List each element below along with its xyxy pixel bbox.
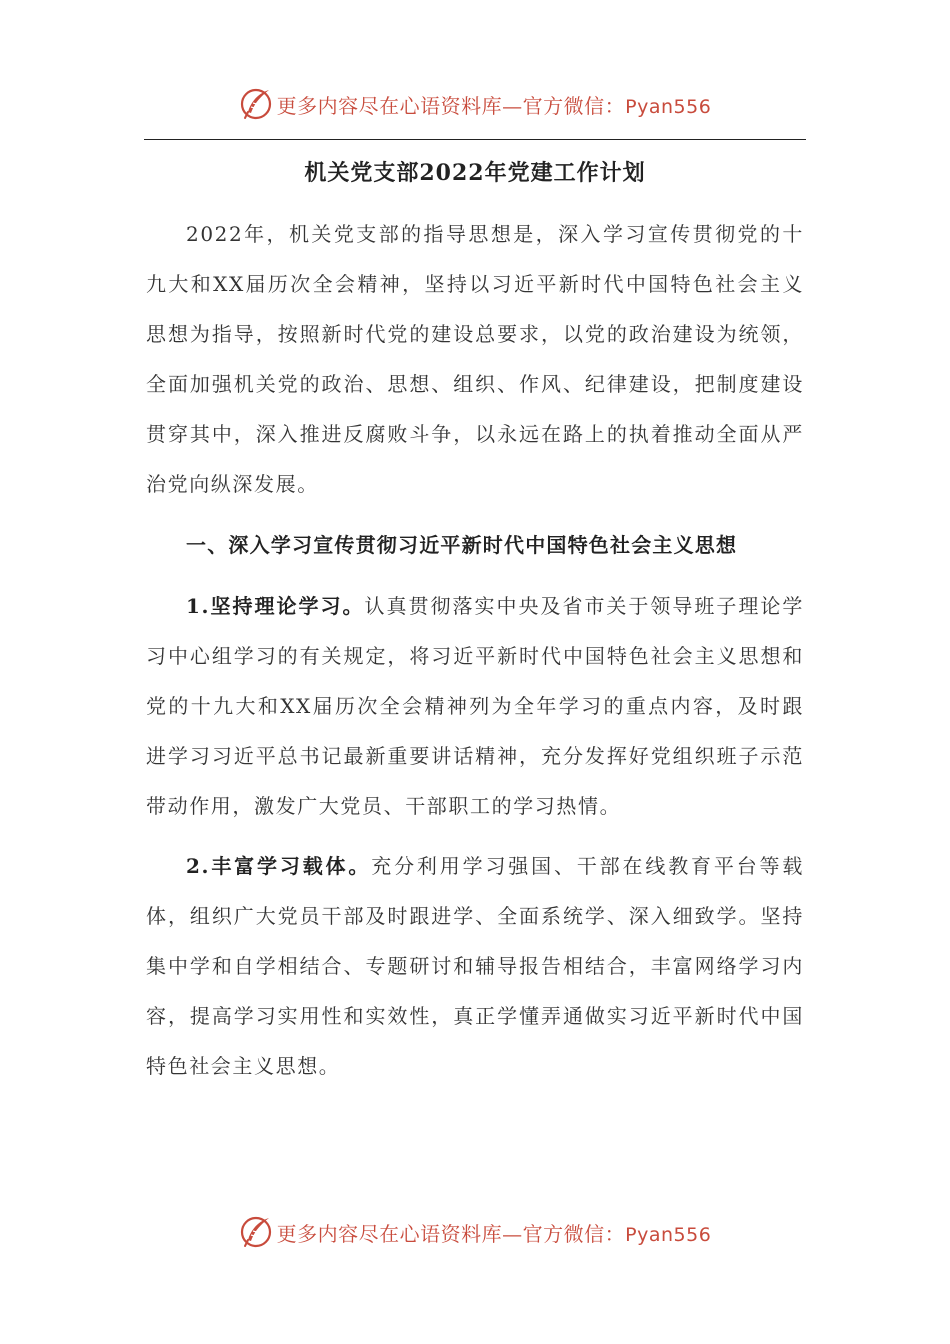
item-paragraph-2: [146, 841, 804, 1091]
header-rule: [144, 139, 806, 140]
document-title: 机关党支部2022年党建工作计划: [304, 160, 646, 186]
quill-logo-icon: [239, 87, 273, 121]
footer-banner: [0, 1212, 950, 1252]
section-heading: 一、深入学习宣传贯彻习近平新时代中国特色社会主义思想: [186, 533, 738, 557]
intro-paragraph: 2022年，机关党支部的指导思想是，深入学习宣传贯彻党的十九大和XX届历次全会精神，坚持以习近平新时代中国特色社会主义思想为指导，按照新时代党的建设总要求，以党的政治建设为统领，全面加强机关党的政治、思想、组织、作风、纪律建设，把制度建设贯穿其中，深入推进反腐败斗争，以永远在路上的执着推动全面从严治党向纵深发展。: [146, 222, 804, 496]
footer-banner-text: 更多内容尽在心语资料库—官方微信：Pyan556: [276, 1221, 712, 1246]
item-body-1: 认真贯彻落实中央及省市关于领导班子理论学习中心组学习的有关规定，将习近平新时代中国特色社会主义思想和党的十九大和XX届历次全会精神列为全年学习的重点内容，及时跟进学习习近平总书记最新重要讲话精神，充分发挥好党组织班子示范带动作用，激发广大党员、干部职工的学习热情。: [146, 594, 805, 818]
quill-logo-icon: [239, 1215, 273, 1249]
item-lead-1: 1.坚持理论学习。: [186, 594, 365, 618]
footer-wechat-account: Pyan556: [625, 1223, 712, 1246]
item-body-2: 充分利用学习强国、干部在线教育平台等载体，组织广大党员干部及时跟进学、全面系统学、深入细致学。坚持集中学和自学相结合、专题研讨和辅导报告相结合，丰富网络学习内容，提高学习实用性和实效性，真正学懂弄通做实习近平新时代中国特色社会主义思想。: [146, 854, 805, 1078]
item-lead-2: 2.丰富学习载体。: [186, 854, 372, 878]
header-banner: [0, 84, 950, 124]
item-paragraph-1: [146, 581, 804, 831]
banner-text: 更多内容尽在心语资料库—官方微信：Pyan556: [276, 93, 712, 118]
wechat-account: Pyan556: [625, 95, 712, 118]
